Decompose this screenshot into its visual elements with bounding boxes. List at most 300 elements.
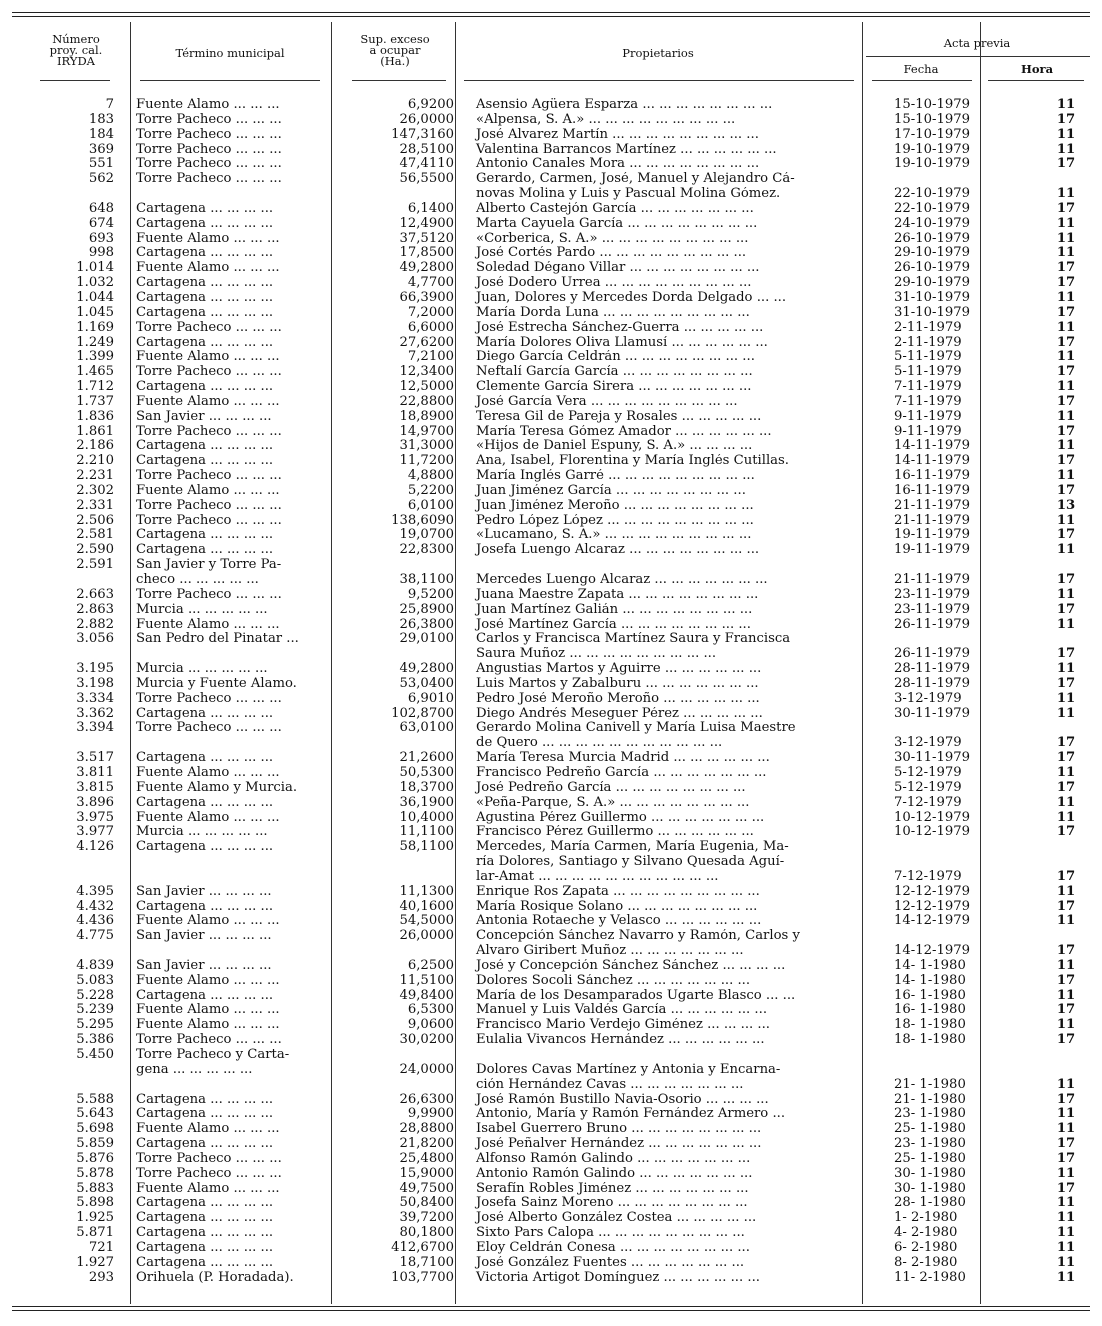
cell-propietarios: Francisco Pedreño García ... ... ... ... ... ... ... bbox=[476, 765, 767, 780]
cell-termino: Torre Pacheco ... ... ... bbox=[136, 424, 282, 439]
cell-fecha: 16- 1-1980 bbox=[894, 1003, 966, 1018]
cell-fecha: 26-11-1979 bbox=[894, 647, 971, 662]
cell-superficie: 21,8200 bbox=[399, 1137, 454, 1152]
table-row bbox=[12, 588, 1102, 603]
cell-hora: 11 bbox=[1056, 587, 1076, 602]
cell-hora: 11 bbox=[1056, 216, 1076, 231]
cell-numero: 2.590 bbox=[76, 543, 114, 558]
table-row bbox=[12, 959, 1102, 974]
header-underline bbox=[40, 80, 110, 81]
cell-fecha: 28-11-1979 bbox=[894, 662, 971, 677]
table-row bbox=[12, 914, 1102, 929]
table-row bbox=[12, 1226, 1102, 1241]
cell-propietarios: Gerardo Molina Canivell y María Luisa Maestre bbox=[476, 721, 796, 736]
cell-hora: 17 bbox=[1056, 454, 1076, 469]
cell-numero: 183 bbox=[88, 112, 114, 127]
table-row bbox=[12, 217, 1102, 232]
table-row bbox=[12, 796, 1102, 811]
cell-propietarios: Agustina Pérez Guillermo ... ... ... ... ... ... ... bbox=[476, 810, 765, 825]
cell-superficie: 7,2100 bbox=[407, 350, 454, 365]
cell-fecha: 4- 2-1980 bbox=[894, 1226, 958, 1241]
cell-hora: 11 bbox=[1056, 320, 1076, 335]
cell-propietarios: Gerardo, Carmen, José, Manuel y Alejandro Cá- bbox=[476, 172, 795, 187]
cell-termino: Murcia ... ... ... ... ... bbox=[136, 825, 268, 840]
cell-termino: Cartagena ... ... ... ... bbox=[136, 1226, 274, 1241]
table-row bbox=[12, 395, 1102, 410]
cell-superficie bbox=[332, 736, 468, 751]
cell-superficie: 138,6090 bbox=[391, 513, 454, 528]
cell-propietarios: Juan Martínez Galián ... ... ... ... ... ... ... ... bbox=[476, 602, 753, 617]
cell-numero bbox=[12, 187, 128, 202]
cell-superficie: 6,9200 bbox=[407, 98, 454, 112]
cell-fecha: 7-12-1979 bbox=[894, 869, 962, 884]
cell-hora: 17 bbox=[1056, 1137, 1076, 1152]
cell-numero: 5.876 bbox=[76, 1151, 114, 1166]
cell-termino: San Javier ... ... ... ... bbox=[136, 929, 272, 944]
cell-numero: 1.044 bbox=[76, 290, 114, 305]
cell-hora: 11 bbox=[1056, 469, 1076, 484]
cell-termino: Cartagena ... ... ... ... bbox=[136, 276, 274, 291]
cell-termino: gena ... ... ... ... ... bbox=[136, 1062, 253, 1077]
table-body bbox=[12, 98, 1102, 1286]
cell-fecha: 10-12-1979 bbox=[894, 825, 971, 840]
cell-propietarios: María Teresa Gómez Amador ... ... ... ... ... ... bbox=[476, 424, 772, 439]
cell-termino: Fuente Alamo ... ... ... bbox=[136, 617, 280, 632]
table-row bbox=[12, 543, 1102, 558]
cell-termino: Fuente Alamo ... ... ... bbox=[136, 765, 280, 780]
cell-numero: 3.517 bbox=[76, 751, 114, 766]
cell-termino: Fuente Alamo ... ... ... bbox=[136, 1003, 280, 1018]
cell-superficie: 22,8800 bbox=[399, 394, 454, 409]
cell-propietarios: Juan Jiménez Meroño ... ... ... ... ... ... ... ... bbox=[476, 498, 754, 513]
cell-fecha: 16-11-1979 bbox=[894, 469, 971, 484]
cell-hora bbox=[1012, 929, 1102, 944]
cell-termino bbox=[128, 944, 332, 959]
cell-propietarios: Francisco Mario Verdejo Giménez ... ... ... ... bbox=[476, 1018, 770, 1033]
cell-termino: Cartagena ... ... ... ... bbox=[136, 1240, 274, 1255]
table-row bbox=[12, 1167, 1102, 1182]
cell-numero: 293 bbox=[88, 1270, 114, 1285]
cell-termino: Cartagena ... ... ... ... bbox=[136, 988, 274, 1003]
cell-fecha: 2-11-1979 bbox=[894, 320, 962, 335]
cell-numero: 1.169 bbox=[76, 320, 114, 335]
cell-propietarios: Carlos y Francisca Martínez Saura y Francisca bbox=[476, 632, 791, 647]
cell-numero bbox=[12, 1063, 128, 1078]
cell-numero: 5.878 bbox=[76, 1166, 114, 1181]
cell-termino: Fuente Alamo ... ... ... bbox=[136, 231, 280, 246]
cell-termino: San Javier ... ... ... ... bbox=[136, 409, 272, 424]
cell-superficie: 11,7200 bbox=[399, 454, 454, 469]
cell-superficie: 63,0100 bbox=[399, 721, 454, 736]
cell-fecha: 9-11-1979 bbox=[894, 424, 962, 439]
cell-fecha: 3-12-1979 bbox=[894, 691, 962, 706]
cell-fecha: 28- 1-1980 bbox=[894, 1196, 966, 1211]
cell-termino: San Javier y Torre Pa- bbox=[136, 558, 282, 573]
cell-fecha: 25- 1-1980 bbox=[894, 1151, 966, 1166]
cell-fecha: 22-10-1979 bbox=[894, 187, 971, 202]
cell-propietarios: lar-Amat ... ... ... ... ... ... ... ... ... ... ... bbox=[476, 869, 719, 884]
cell-termino: Cartagena ... ... ... ... bbox=[136, 246, 274, 261]
cell-superficie: 58,1100 bbox=[399, 840, 454, 855]
cell-hora: 11 bbox=[1056, 98, 1076, 112]
cell-termino: Fuente Alamo ... ... ... bbox=[136, 483, 280, 498]
cell-fecha: 5-12-1979 bbox=[894, 780, 962, 795]
cell-termino: Fuente Alamo ... ... ... bbox=[136, 350, 280, 365]
cell-fecha: 3-12-1979 bbox=[894, 736, 962, 751]
cell-termino: Cartagena ... ... ... ... bbox=[136, 840, 274, 855]
cell-hora bbox=[1012, 1048, 1102, 1063]
cell-superficie: 49,8400 bbox=[399, 988, 454, 1003]
cell-termino: Torre Pacheco ... ... ... bbox=[136, 513, 282, 528]
header-acta: Acta previa bbox=[943, 36, 1011, 50]
cell-superficie: 30,0200 bbox=[399, 1033, 454, 1048]
cell-propietarios: Juan, Dolores y Mercedes Dorda Delgado ... ... bbox=[476, 290, 787, 305]
cell-superficie: 56,5500 bbox=[399, 172, 454, 187]
table-row bbox=[12, 246, 1102, 261]
cell-hora: 11 bbox=[1056, 543, 1076, 558]
cell-termino: Cartagena ... ... ... ... bbox=[136, 706, 274, 721]
cell-hora: 11 bbox=[1056, 914, 1076, 929]
table-row bbox=[12, 1003, 1102, 1018]
cell-hora: 11 bbox=[1056, 1255, 1076, 1270]
cell-propietarios: José Peñalver Hernández ... ... ... ... ... ... ... bbox=[476, 1137, 762, 1152]
cell-termino bbox=[128, 736, 332, 751]
cell-termino: checo ... ... ... ... ... bbox=[136, 573, 259, 587]
cell-hora: 11 bbox=[1056, 662, 1076, 677]
cell-superficie: 19,0700 bbox=[399, 528, 454, 543]
table-row bbox=[12, 1048, 1102, 1063]
cell-termino: Cartagena ... ... ... ... bbox=[136, 290, 274, 305]
cell-hora: 17 bbox=[1056, 751, 1076, 766]
cell-superficie: 29,0100 bbox=[399, 632, 454, 647]
cell-termino bbox=[128, 870, 332, 885]
cell-superficie: 6,2500 bbox=[407, 958, 454, 973]
cell-hora: 11 bbox=[1056, 1196, 1076, 1211]
cell-termino bbox=[128, 647, 332, 662]
cell-fecha: 21-11-1979 bbox=[894, 498, 971, 513]
cell-superficie: 26,0000 bbox=[399, 929, 454, 944]
table-row bbox=[12, 187, 1102, 202]
cell-numero: 1.712 bbox=[76, 380, 114, 395]
cell-fecha: 16-11-1979 bbox=[894, 483, 971, 498]
cell-termino: Cartagena ... ... ... ... bbox=[136, 335, 274, 350]
cell-superficie: 18,8900 bbox=[399, 409, 454, 424]
bottom-rule-inner bbox=[12, 1310, 1090, 1311]
cell-superficie: 24,0000 bbox=[399, 1062, 454, 1077]
cell-numero bbox=[12, 736, 128, 751]
cell-numero: 1.737 bbox=[76, 394, 114, 409]
cell-propietarios: Valentina Barrancos Martínez ... ... ... ... ... ... bbox=[476, 142, 777, 157]
cell-propietarios: Antonio, María y Ramón Fernández Armero ... bbox=[476, 1107, 786, 1122]
table-row bbox=[12, 321, 1102, 336]
cell-fecha: 15-10-1979 bbox=[894, 112, 971, 127]
table-row bbox=[12, 202, 1102, 217]
cell-hora: 11 bbox=[1056, 1018, 1076, 1033]
cell-termino: Fuente Alamo ... ... ... bbox=[136, 1122, 280, 1137]
cell-superficie: 102,8700 bbox=[391, 706, 454, 721]
cell-fecha: 21- 1-1980 bbox=[894, 1077, 966, 1092]
cell-propietarios: «Peña-Parque, S. A.» ... ... ... ... ... ... ... ... bbox=[476, 795, 750, 810]
cell-superficie: 15,9000 bbox=[399, 1166, 454, 1181]
cell-superficie: 17,8500 bbox=[399, 246, 454, 261]
cell-fecha: 26-10-1979 bbox=[894, 231, 971, 246]
cell-fecha: 26-10-1979 bbox=[894, 261, 971, 276]
cell-superficie: 6,9010 bbox=[407, 691, 454, 706]
cell-hora: 11 bbox=[1056, 884, 1076, 899]
cell-propietarios: Sixto Pars Calopa ... ... ... ... ... ... ... ... ... bbox=[476, 1226, 745, 1241]
cell-numero: 1.465 bbox=[76, 365, 114, 380]
cell-propietarios: «Corberica, S. A.» ... ... ... ... ... ... ... ... ... bbox=[476, 231, 749, 246]
cell-numero: 1.836 bbox=[76, 409, 114, 424]
cell-numero: 2.581 bbox=[76, 528, 114, 543]
cell-fecha: 21- 1-1980 bbox=[894, 1092, 966, 1107]
cell-numero: 3.195 bbox=[76, 662, 114, 677]
cell-hora: 11 bbox=[1056, 795, 1076, 810]
cell-propietarios bbox=[468, 1048, 884, 1063]
cell-hora: 17 bbox=[1056, 365, 1076, 380]
cell-hora: 11 bbox=[1056, 1270, 1076, 1285]
cell-hora: 17 bbox=[1056, 1151, 1076, 1166]
table-row bbox=[12, 469, 1102, 484]
table-row bbox=[12, 499, 1102, 514]
cell-numero bbox=[12, 870, 128, 885]
cell-superficie: 38,1100 bbox=[399, 573, 454, 587]
cell-fecha bbox=[884, 855, 1012, 870]
cell-fecha bbox=[884, 1048, 1012, 1063]
cell-numero: 648 bbox=[88, 201, 114, 216]
cell-fecha bbox=[884, 632, 1012, 647]
cell-termino: Torre Pacheco ... ... ... bbox=[136, 469, 282, 484]
cell-superficie: 26,3800 bbox=[399, 617, 454, 632]
cell-termino: Fuente Alamo ... ... ... bbox=[136, 394, 280, 409]
cell-fecha: 12-12-1979 bbox=[894, 884, 971, 899]
cell-hora: 11 bbox=[1056, 290, 1076, 305]
cell-numero: 693 bbox=[88, 231, 114, 246]
table-row bbox=[12, 766, 1102, 781]
table-row bbox=[12, 380, 1102, 395]
cell-hora: 11 bbox=[1056, 958, 1076, 973]
cell-numero: 1.032 bbox=[76, 276, 114, 291]
cell-termino: Torre Pacheco ... ... ... bbox=[136, 691, 282, 706]
table-row bbox=[12, 736, 1102, 751]
table-row bbox=[12, 825, 1102, 840]
cell-hora: 17 bbox=[1056, 780, 1076, 795]
table-row bbox=[12, 143, 1102, 158]
cell-numero: 1.925 bbox=[76, 1211, 114, 1226]
cell-fecha: 23-11-1979 bbox=[894, 587, 971, 602]
cell-termino: Torre Pacheco ... ... ... bbox=[136, 172, 282, 187]
cell-termino: Fuente Alamo ... ... ... bbox=[136, 973, 280, 988]
cell-termino: Torre Pacheco ... ... ... bbox=[136, 1166, 282, 1181]
cell-termino: Cartagena ... ... ... ... bbox=[136, 543, 274, 558]
cell-hora: 11 bbox=[1056, 617, 1076, 632]
cell-superficie bbox=[332, 1078, 468, 1093]
cell-superficie: 25,8900 bbox=[399, 602, 454, 617]
cell-fecha: 23- 1-1980 bbox=[894, 1137, 966, 1152]
cell-superficie: 28,8800 bbox=[399, 1122, 454, 1137]
cell-numero bbox=[12, 855, 128, 870]
cell-termino: Fuente Alamo ... ... ... bbox=[136, 1018, 280, 1033]
cell-propietarios: Diego Andrés Meseguer Pérez ... ... ... ... ... bbox=[476, 706, 763, 721]
cell-hora: 17 bbox=[1056, 825, 1076, 840]
cell-fecha: 29-10-1979 bbox=[894, 276, 971, 291]
cell-numero: 1.861 bbox=[76, 424, 114, 439]
table-row bbox=[12, 692, 1102, 707]
cell-propietarios: Saura Muñoz ... ... ... ... ... ... ... ... ... bbox=[476, 647, 717, 662]
header-sup: Sup. exceso a ocupar (Ha.) bbox=[360, 32, 430, 68]
cell-propietarios: José Dodero Urrea ... ... ... ... ... ... ... ... ... bbox=[476, 276, 752, 291]
cell-hora bbox=[1012, 172, 1102, 187]
cell-termino: Cartagena ... ... ... ... bbox=[136, 1255, 274, 1270]
cell-fecha: 21-11-1979 bbox=[894, 573, 971, 587]
cell-fecha: 2-11-1979 bbox=[894, 335, 962, 350]
cell-numero: 7 bbox=[105, 98, 114, 112]
header-underline bbox=[866, 56, 1090, 57]
cell-hora bbox=[1012, 855, 1102, 870]
table-row bbox=[12, 261, 1102, 276]
table-row bbox=[12, 603, 1102, 618]
cell-numero: 1.927 bbox=[76, 1255, 114, 1270]
cell-superficie: 49,2800 bbox=[399, 662, 454, 677]
cell-superficie: 28,5100 bbox=[399, 142, 454, 157]
cell-propietarios: Concepción Sánchez Navarro y Ramón, Carlos y bbox=[476, 929, 800, 944]
cell-hora: 11 bbox=[1056, 988, 1076, 1003]
header-numero: Número proy. cal. IRYDA bbox=[49, 32, 103, 68]
cell-hora bbox=[1012, 840, 1102, 855]
table-row bbox=[12, 751, 1102, 766]
cell-termino: Torre Pacheco ... ... ... bbox=[136, 112, 282, 127]
cell-superficie: 4,8800 bbox=[407, 469, 454, 484]
cell-superficie: 6,1400 bbox=[407, 201, 454, 216]
cell-fecha: 22-10-1979 bbox=[894, 201, 971, 216]
cell-numero: 998 bbox=[88, 246, 114, 261]
cell-fecha: 30-11-1979 bbox=[894, 706, 971, 721]
table-row bbox=[12, 677, 1102, 692]
cell-numero: 4.395 bbox=[76, 884, 114, 899]
cell-hora bbox=[1012, 632, 1102, 647]
cell-termino: Fuente Alamo ... ... ... bbox=[136, 261, 280, 276]
cell-superficie: 11,1100 bbox=[399, 825, 454, 840]
table-row bbox=[12, 528, 1102, 543]
cell-hora: 11 bbox=[1056, 1166, 1076, 1181]
cell-numero bbox=[12, 573, 128, 588]
cell-propietarios: José Estrecha Sánchez-Guerra ... ... ... ... ... bbox=[476, 320, 764, 335]
cell-propietarios: José García Vera ... ... ... ... ... ... ... ... ... bbox=[476, 394, 738, 409]
cell-hora: 17 bbox=[1056, 736, 1076, 751]
table-row bbox=[12, 291, 1102, 306]
cell-numero: 4.436 bbox=[76, 914, 114, 929]
bottom-rule bbox=[12, 1306, 1090, 1307]
cell-propietarios: Alvaro Giribert Muñoz ... ... ... ... ... ... ... bbox=[476, 944, 744, 959]
cell-numero: 5.295 bbox=[76, 1018, 114, 1033]
table-row bbox=[12, 1241, 1102, 1256]
cell-hora: 11 bbox=[1056, 1240, 1076, 1255]
cell-termino: Torre Pacheco ... ... ... bbox=[136, 498, 282, 513]
cell-hora: 17 bbox=[1056, 305, 1076, 320]
table-row bbox=[12, 781, 1102, 796]
cell-hora: 17 bbox=[1056, 424, 1076, 439]
cell-fecha bbox=[884, 721, 1012, 736]
cell-fecha: 14-12-1979 bbox=[894, 914, 971, 929]
cell-hora: 17 bbox=[1056, 157, 1076, 172]
cell-termino bbox=[128, 1078, 332, 1093]
cell-numero: 1.014 bbox=[76, 261, 114, 276]
cell-numero: 2.186 bbox=[76, 439, 114, 454]
cell-hora: 17 bbox=[1056, 1033, 1076, 1048]
cell-termino: Cartagena ... ... ... ... bbox=[136, 795, 274, 810]
cell-numero: 674 bbox=[88, 216, 114, 231]
cell-propietarios: José Alvarez Martín ... ... ... ... ... ... ... ... ... bbox=[476, 127, 759, 142]
table-row bbox=[12, 662, 1102, 677]
cell-numero: 369 bbox=[88, 142, 114, 157]
table-row bbox=[12, 1137, 1102, 1152]
cell-propietarios: Angustias Martos y Aguirre ... ... ... ... ... ... bbox=[476, 662, 762, 677]
cell-propietarios: Manuel y Luis Valdés García ... ... ... ... ... ... bbox=[476, 1003, 768, 1018]
cell-hora: 17 bbox=[1056, 483, 1076, 498]
header-underline bbox=[352, 80, 446, 81]
cell-propietarios: María de los Desamparados Ugarte Blasco ... ... bbox=[476, 988, 796, 1003]
cell-fecha bbox=[884, 840, 1012, 855]
cell-fecha: 25- 1-1980 bbox=[894, 1122, 966, 1137]
cell-superficie: 49,2800 bbox=[399, 261, 454, 276]
table-row bbox=[12, 128, 1102, 143]
cell-superficie: 147,3160 bbox=[391, 127, 454, 142]
table-row bbox=[12, 811, 1102, 826]
cell-termino: Cartagena ... ... ... ... bbox=[136, 528, 274, 543]
cell-superficie: 9,5200 bbox=[407, 587, 454, 602]
cell-superficie bbox=[332, 1048, 468, 1063]
cell-propietarios: María Dorda Luna ... ... ... ... ... ... ... ... ... bbox=[476, 305, 750, 320]
cell-numero: 4.126 bbox=[76, 840, 114, 855]
cell-hora: 11 bbox=[1056, 409, 1076, 424]
cell-propietarios: José Cortés Pardo ... ... ... ... ... ... ... ... ... bbox=[476, 246, 747, 261]
cell-superficie: 49,7500 bbox=[399, 1181, 454, 1196]
cell-termino: Torre Pacheco ... ... ... bbox=[136, 1151, 282, 1166]
cell-superficie: 7,2000 bbox=[407, 305, 454, 320]
cell-superficie: 10,4000 bbox=[399, 810, 454, 825]
cell-propietarios: de Quero ... ... ... ... ... ... ... ... ... ... ... bbox=[476, 736, 723, 751]
cell-numero: 3.815 bbox=[76, 780, 114, 795]
cell-superficie bbox=[332, 855, 468, 870]
cell-fecha: 7-12-1979 bbox=[894, 795, 962, 810]
cell-numero: 5.228 bbox=[76, 988, 114, 1003]
cell-superficie: 25,4800 bbox=[399, 1151, 454, 1166]
cell-propietarios: Diego García Celdrán ... ... ... ... ... ... ... ... bbox=[476, 350, 755, 365]
cell-hora: 11 bbox=[1056, 231, 1076, 246]
cell-hora: 11 bbox=[1056, 439, 1076, 454]
cell-propietarios: José Pedreño García ... ... ... ... ... ... ... ... bbox=[476, 780, 746, 795]
cell-hora: 17 bbox=[1056, 869, 1076, 884]
cell-numero: 5.450 bbox=[76, 1048, 114, 1062]
header-underline bbox=[464, 80, 854, 81]
cell-fecha: 18- 1-1980 bbox=[894, 1033, 966, 1048]
cell-termino: San Javier ... ... ... ... bbox=[136, 884, 272, 899]
cell-numero: 3.975 bbox=[76, 810, 114, 825]
cell-fecha: 19-10-1979 bbox=[894, 157, 971, 172]
cell-numero: 3.362 bbox=[76, 706, 114, 721]
cell-fecha: 16- 1-1980 bbox=[894, 988, 966, 1003]
header-underline bbox=[988, 80, 1084, 81]
cell-fecha: 24-10-1979 bbox=[894, 216, 971, 231]
table-row bbox=[12, 1196, 1102, 1211]
cell-termino: San Javier ... ... ... ... bbox=[136, 958, 272, 973]
cell-fecha: 14- 1-1980 bbox=[894, 958, 966, 973]
cell-superficie: 21,2600 bbox=[399, 751, 454, 766]
cell-fecha: 31-10-1979 bbox=[894, 305, 971, 320]
cell-hora: 11 bbox=[1056, 810, 1076, 825]
cell-fecha: 1- 2-1980 bbox=[894, 1211, 958, 1226]
cell-fecha: 29-10-1979 bbox=[894, 246, 971, 261]
